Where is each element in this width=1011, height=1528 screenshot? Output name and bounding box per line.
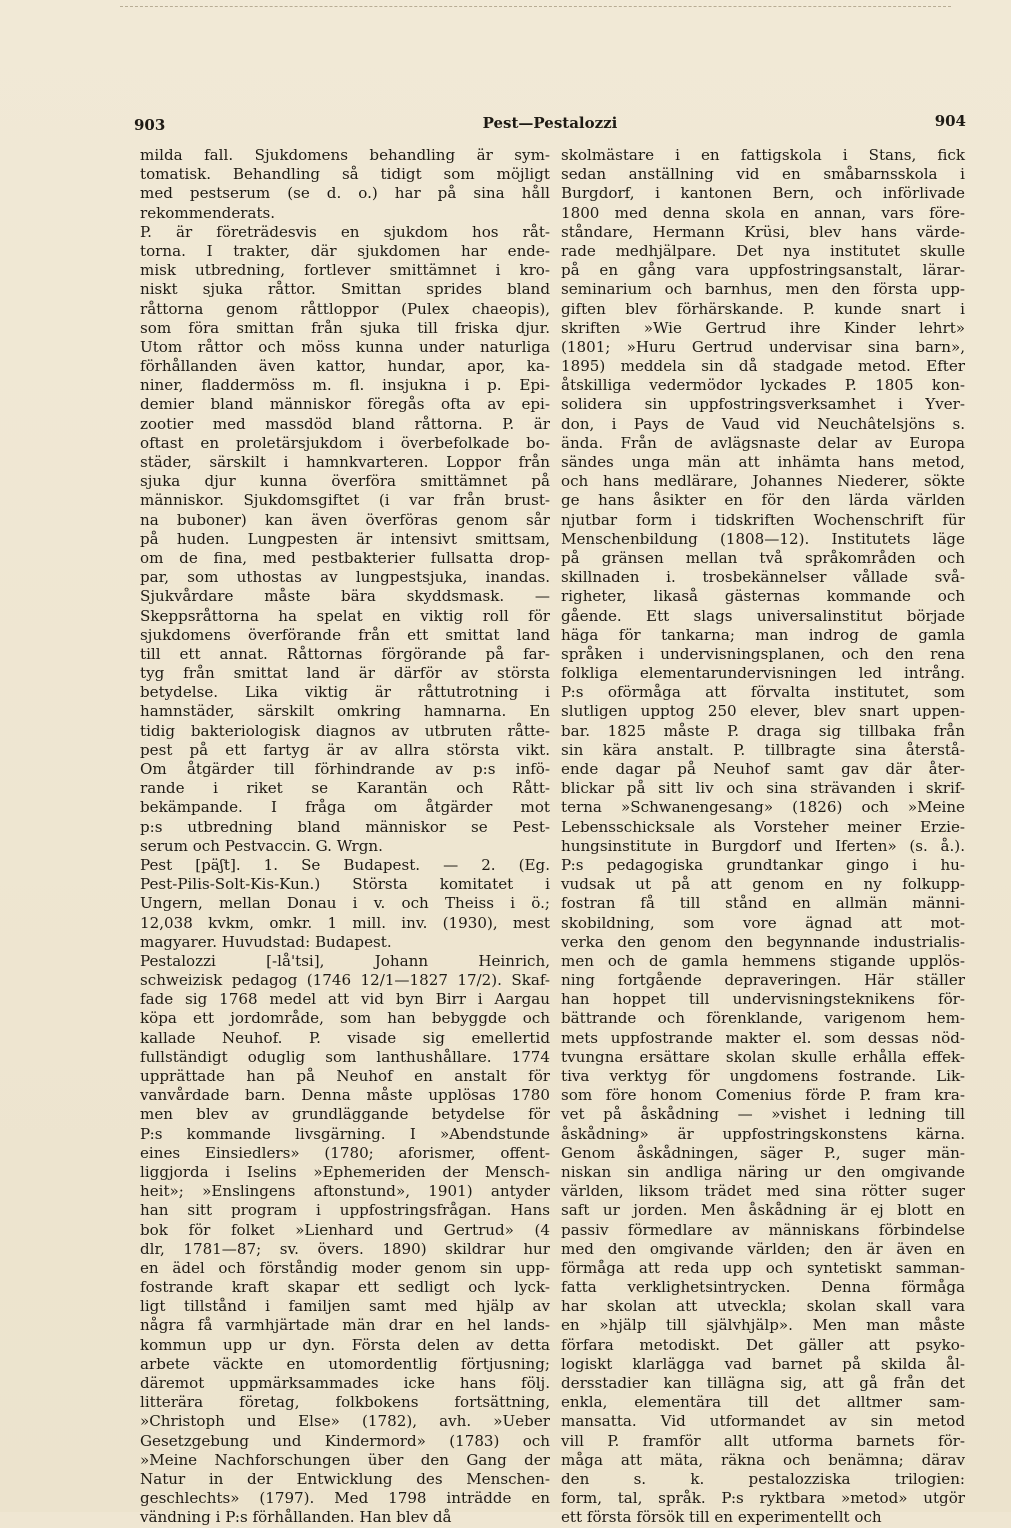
text-line: vill P. framför allt utforma barnets för- bbox=[561, 1431, 965, 1450]
text-line: 1895) meddela sin då stadgade metod. Efter bbox=[561, 357, 965, 376]
text-line: kommun upp ur dyn. Första delen av detta bbox=[140, 1335, 550, 1354]
text-line: Skeppsråttorna ha spelat en viktig roll för bbox=[140, 606, 550, 625]
text-line: ning fortgående depraveringen. Här ställer bbox=[561, 971, 965, 990]
text-line: folkliga elementarundervisningen led intrång. bbox=[561, 664, 965, 683]
text-line: na buboner) kan även överföras genom sår bbox=[140, 510, 550, 529]
text-line: solidera sin uppfostringsverksamhet i Yver- bbox=[561, 395, 965, 414]
text-line: heit»; »Enslingens aftonstund», 1901) antyder bbox=[140, 1182, 550, 1201]
text-line: eines Einsiedlers» (1780; aforismer, offent- bbox=[140, 1143, 550, 1162]
text-line: P:s oförmåga att förvalta institutet, som bbox=[561, 683, 965, 702]
text-line: bekämpande. I fråga om åtgärder mot bbox=[140, 798, 550, 817]
text-line: 1800 med denna skola en annan, vars före- bbox=[561, 203, 965, 222]
text-line: Utom råttor och möss kunna under naturliga bbox=[140, 337, 550, 356]
text-line: par, som uthostas av lungpestsjuka, inandas. bbox=[140, 568, 550, 587]
text-line: fostran få till stånd en allmän männi- bbox=[561, 894, 965, 913]
text-line: tomatisk. Behandling så tidigt som möjligt bbox=[140, 165, 550, 184]
text-line: städer, särskilt i hamnkvarteren. Loppor från bbox=[140, 453, 550, 471]
text-line: Menschenbildung (1808—12). Institutets läge bbox=[561, 529, 965, 548]
text-line: oftast en proletärsjukdom i överbefolkade bo- bbox=[140, 433, 550, 452]
text-line: måga att mäta, räkna och benämna; därav bbox=[561, 1450, 965, 1469]
text-line: (1801; »Huru Gertrud undervisar sina barn», bbox=[561, 337, 965, 356]
text-line: upprättade han på Neuhof en anstalt för bbox=[140, 1067, 550, 1085]
text-line: saft ur jorden. Men åskådning är ej blott en bbox=[561, 1201, 965, 1220]
text-line: passiv förmedlare av människans förbindelse bbox=[561, 1220, 965, 1239]
text-line: milda fall. Sjukdomens behandling är sym- bbox=[140, 146, 550, 164]
text-line: ende dagar på Neuhof samt gav där åter- bbox=[561, 760, 965, 778]
text-line: häga för tankarna; man indrog de gamla bbox=[561, 625, 965, 644]
text-line: enkla, elementära till det alltmer sam- bbox=[561, 1393, 965, 1412]
text-line: geschlechts» (1797). Med 1798 inträdde en bbox=[140, 1489, 550, 1508]
text-line: rekommenderats. bbox=[140, 203, 276, 222]
text-line: niskan sin andliga näring ur den omgivande bbox=[561, 1162, 965, 1181]
text-line: dlr, 1781—87; sv. övers. 1890) skildrar hur bbox=[140, 1239, 550, 1258]
text-line: sedan anställning vid en småbarnsskola i bbox=[561, 165, 965, 184]
text-line: don, i Pays de Vaud vid Neuchâtelsjöns s. bbox=[561, 414, 965, 433]
running-title: Pest—Pestalozzi bbox=[482, 114, 618, 132]
text-line: Burgdorf, i kantonen Bern, och införlivade bbox=[561, 184, 965, 203]
text-line: vanvårdade barn. Denna måste upplösas 1780 bbox=[140, 1086, 550, 1105]
text-line: sin kära anstalt. P. tillbragte sina återstå- bbox=[561, 740, 965, 759]
text-line: »Christoph und Else» (1782), avh. »Ueber bbox=[140, 1412, 550, 1431]
text-line: Pest [päʃt]. 1. Se Budapest. — 2. (Eg. bbox=[140, 855, 550, 874]
text-line: på huden. Lungpesten är intensivt smittsam, bbox=[140, 529, 550, 548]
text-line: Sjukvårdare måste bära skyddsmask. — bbox=[140, 587, 550, 606]
text-line: fade sig 1768 medel att vid byn Birr i Aargau bbox=[140, 990, 550, 1009]
text-line: gående. Ett slags universalinstitut började bbox=[561, 606, 965, 625]
page-number-left: 903 bbox=[134, 116, 166, 134]
text-line: språken i undervisningsplanen, och den rena bbox=[561, 644, 965, 663]
text-line: Ungern, mellan Donau i v. och Theiss i ö.; bbox=[140, 894, 550, 913]
text-line: förfara metodiskt. Det gäller att psyko- bbox=[561, 1335, 965, 1354]
text-line: med pestserum (se d. o.) har på sina håll bbox=[140, 184, 550, 203]
text-line: njutbar form i tidskriften Wochenschrift für bbox=[561, 510, 965, 529]
text-line: niner, fladdermöss m. fl. insjukna i p. Epi- bbox=[140, 376, 550, 395]
text-line: Genom åskådningen, säger P., suger män- bbox=[561, 1143, 965, 1162]
text-line: om de fina, med pestbakterier fullsatta drop- bbox=[140, 548, 550, 567]
text-line: blickar på sitt liv och sina strävanden i skrif- bbox=[561, 779, 965, 798]
text-line: han sitt program i uppfostringsfrågan. Hans bbox=[140, 1201, 550, 1220]
text-line: ge hans åsikter en för den lärda världen bbox=[561, 491, 965, 510]
text-line: Om åtgärder till förhindrande av p:s infö- bbox=[140, 760, 550, 778]
text-line: serum och Pestvaccin. G. Wrgn. bbox=[140, 836, 383, 855]
text-line: däremot uppmärksammades icke hans följ. bbox=[140, 1374, 550, 1392]
text-line: människor. Sjukdomsgiftet (i var från brust- bbox=[140, 491, 550, 510]
text-line: Pest-Pilis-Solt-Kis-Kun.) Största komitatet i bbox=[140, 875, 550, 894]
text-line: demier bland människor föregås ofta av epi- bbox=[140, 395, 550, 414]
text-line: Gesetzgebung und Kindermord» (1783) och bbox=[140, 1431, 550, 1450]
text-line: logiskt klarlägga vad barnet på skilda ål- bbox=[561, 1354, 965, 1373]
running-header bbox=[134, 112, 966, 138]
text-line: på gränsen mellan två språkområden och bbox=[561, 548, 965, 567]
text-line: som föra smittan från sjuka till friska djur. bbox=[140, 318, 550, 337]
text-line: sändes unga män att inhämta hans metod, bbox=[561, 453, 965, 471]
text-line: niskt sjuka råttor. Smittan sprides bland bbox=[140, 280, 550, 299]
text-line: skillnaden i. trosbekännelser vållade svå- bbox=[561, 568, 965, 587]
text-line: pest på ett fartyg är av allra största vikt. bbox=[140, 740, 550, 759]
text-line: sjuka djur kunna överföra smittämnet på bbox=[140, 472, 550, 491]
text-line: misk utbredning, fortlever smittämnet i kro- bbox=[140, 261, 550, 280]
text-line: den s. k. pestalozziska trilogien: bbox=[561, 1469, 965, 1488]
text-line: »Meine Nachforschungen über den Gang der bbox=[140, 1450, 550, 1469]
text-line: åskådning» är uppfostringskonstens kärna. bbox=[561, 1124, 965, 1143]
text-line: terna »Schwanengesang» (1826) och »Meine bbox=[561, 798, 965, 817]
text-line: vudsak ut på att genom en ny folkupp- bbox=[561, 875, 965, 894]
text-line: en »hjälp till självhjälp». Men man måste bbox=[561, 1316, 965, 1335]
text-line: zootier med massdöd bland råttorna. P. är bbox=[140, 414, 550, 433]
text-line: kallade Neuhof. P. visade sig emellertid bbox=[140, 1028, 550, 1047]
text-line: skriften »Wie Gertrud ihre Kinder lehrt» bbox=[561, 318, 965, 337]
text-line: han hoppet till undervisningsteknikens för- bbox=[561, 990, 965, 1009]
text-line: rade medhjälpare. Det nya institutet skulle bbox=[561, 241, 965, 260]
text-line: magyarer. Huvudstad: Budapest. bbox=[140, 932, 392, 951]
text-line: tiva verktyg för ungdomens fostrande. Lik- bbox=[561, 1067, 965, 1085]
text-line: men och de gamla hemmens stigande upplös- bbox=[561, 951, 965, 970]
text-line: råttorna genom råttloppor (Pulex chaeopis), bbox=[140, 299, 550, 318]
text-line: förhållanden även kattor, hundar, apor, ka- bbox=[140, 357, 550, 376]
text-line: torna. I trakter, där sjukdomen har ende- bbox=[140, 241, 550, 260]
text-line: p:s utbredning bland människor se Pest- bbox=[140, 817, 550, 836]
text-line: har skolan att utveckla; skolan skall vara bbox=[561, 1297, 965, 1316]
text-line: ett första försök till en experimentellt och bbox=[561, 1508, 882, 1527]
text-line: liggjorda i Iselins »Ephemeriden der Mensch- bbox=[140, 1162, 550, 1181]
text-line: fatta verklighetsintrycken. Denna förmåga bbox=[561, 1278, 965, 1297]
text-line: righeter, likaså gästernas kommande och bbox=[561, 587, 965, 606]
text-line: verka den genom den begynnande industrialis- bbox=[561, 932, 965, 951]
text-line: skolmästare i en fattigskola i Stans, fick bbox=[561, 146, 965, 164]
text-line: bar. 1825 måste P. draga sig tillbaka från bbox=[561, 721, 965, 740]
text-line: mets uppfostrande makter el. som dessas nöd- bbox=[561, 1028, 965, 1047]
text-line: tyg från smittat land är därför av största bbox=[140, 664, 550, 683]
text-line: fostrande kraft skapar ett sedligt och lyck- bbox=[140, 1278, 550, 1297]
text-line: Pestalozzi [-lå'tsi], Johann Heinrich, bbox=[140, 951, 550, 970]
text-line: tvungna ersättare skolan skulle erhålla effek- bbox=[561, 1047, 965, 1066]
text-line: men blev av grundläggande betydelse för bbox=[140, 1105, 550, 1124]
text-line: form, tal, språk. P:s ryktbara »metod» utgör bbox=[561, 1489, 965, 1508]
text-line: förmåga att reda upp och syntetiskt samman- bbox=[561, 1258, 965, 1277]
text-line: fullständigt oduglig som lanthushållare. 1774 bbox=[140, 1047, 550, 1066]
text-line: P:s kommande livsgärning. I »Abendstunde bbox=[140, 1124, 550, 1143]
text-line: bok för folket »Lienhard und Gertrud» (4 bbox=[140, 1220, 550, 1239]
text-line: Natur in der Entwicklung des Menschen- bbox=[140, 1469, 550, 1488]
text-line: betydelse. Lika viktig är råttutrotning i bbox=[140, 683, 550, 702]
right-column bbox=[561, 146, 965, 1528]
text-line: rande i riket se Karantän och Rått- bbox=[140, 779, 550, 798]
text-line: och hans medlärare, Johannes Niederer, sökte bbox=[561, 472, 965, 491]
text-line: världen, liksom trädet med sina rötter suger bbox=[561, 1182, 965, 1201]
page-number-right: 904 bbox=[934, 112, 966, 130]
text-line: mansatta. Vid utformandet av sin metod bbox=[561, 1412, 965, 1431]
text-line: dersstadier kan tillägna sig, att gå från det bbox=[561, 1374, 965, 1392]
text-line: som före honom Comenius förde P. fram kra- bbox=[561, 1086, 965, 1105]
text-line: ända. Från de avlägsnaste delar av Europa bbox=[561, 433, 965, 452]
text-line: giften blev förhärskande. P. kunde snart i bbox=[561, 299, 965, 318]
text-line: litterära företag, folkbokens fortsättning, bbox=[140, 1393, 550, 1412]
text-line: arbete väckte en utomordentlig förtjusning; bbox=[140, 1354, 550, 1373]
text-line: P. är företrädesvis en sjukdom hos råt- bbox=[140, 222, 550, 241]
text-line: på en gång vara uppfostringsanstalt, lärar- bbox=[561, 261, 965, 280]
text-line: 12,038 kvkm, omkr. 1 mill. inv. (1930), mest bbox=[140, 913, 550, 932]
text-line: åtskilliga vedermödor lyckades P. 1805 kon- bbox=[561, 376, 965, 395]
text-line: ligt tillstånd i familjen samt med hjälp av bbox=[140, 1297, 550, 1316]
text-line: seminarium och barnhus, men den första upp- bbox=[561, 280, 965, 299]
text-line: tidig bakteriologisk diagnos av utbruten råtte- bbox=[140, 721, 550, 740]
text-line: vändning i P:s förhållanden. Han blev då bbox=[140, 1508, 452, 1527]
text-line: ståndare, Hermann Krüsi, blev hans värde- bbox=[561, 222, 965, 241]
top-edge-line bbox=[120, 6, 951, 7]
text-line: en ädel och förståndig moder genom sin upp- bbox=[140, 1258, 550, 1277]
text-line: schweizisk pedagog (1746 12/1—1827 17/2). Skaf- bbox=[140, 971, 550, 990]
text-line: P:s pedagogiska grundtankar gingo i hu- bbox=[561, 855, 965, 874]
text-line: några få varmhjärtade män drar en hel lands- bbox=[140, 1316, 550, 1335]
left-column bbox=[140, 146, 550, 1528]
text-line: hamnstäder, särskilt omkring hamnarna. En bbox=[140, 702, 550, 721]
text-line: slutligen upptog 250 elever, blev snart uppen- bbox=[561, 702, 965, 721]
text-line: till ett annat. Råttornas förgörande på far- bbox=[140, 644, 550, 663]
text-line: bättrande och förenklande, varigenom hem- bbox=[561, 1009, 965, 1028]
text-line: sjukdomens överförande från ett smittat land bbox=[140, 625, 550, 644]
text-line: vet på åskådning — »vishet i ledning till bbox=[561, 1105, 965, 1124]
text-line: hungsinstitute in Burgdorf und Iferten» (s. å.). bbox=[561, 836, 965, 855]
text-line: skobildning, som vore ägnad att mot- bbox=[561, 913, 965, 932]
text-line: köpa ett jordområde, som han bebyggde och bbox=[140, 1009, 550, 1028]
text-line: Lebensschicksale als Vorsteher meiner Erzie- bbox=[561, 817, 965, 836]
text-line: med den omgivande världen; den är även en bbox=[561, 1239, 965, 1258]
